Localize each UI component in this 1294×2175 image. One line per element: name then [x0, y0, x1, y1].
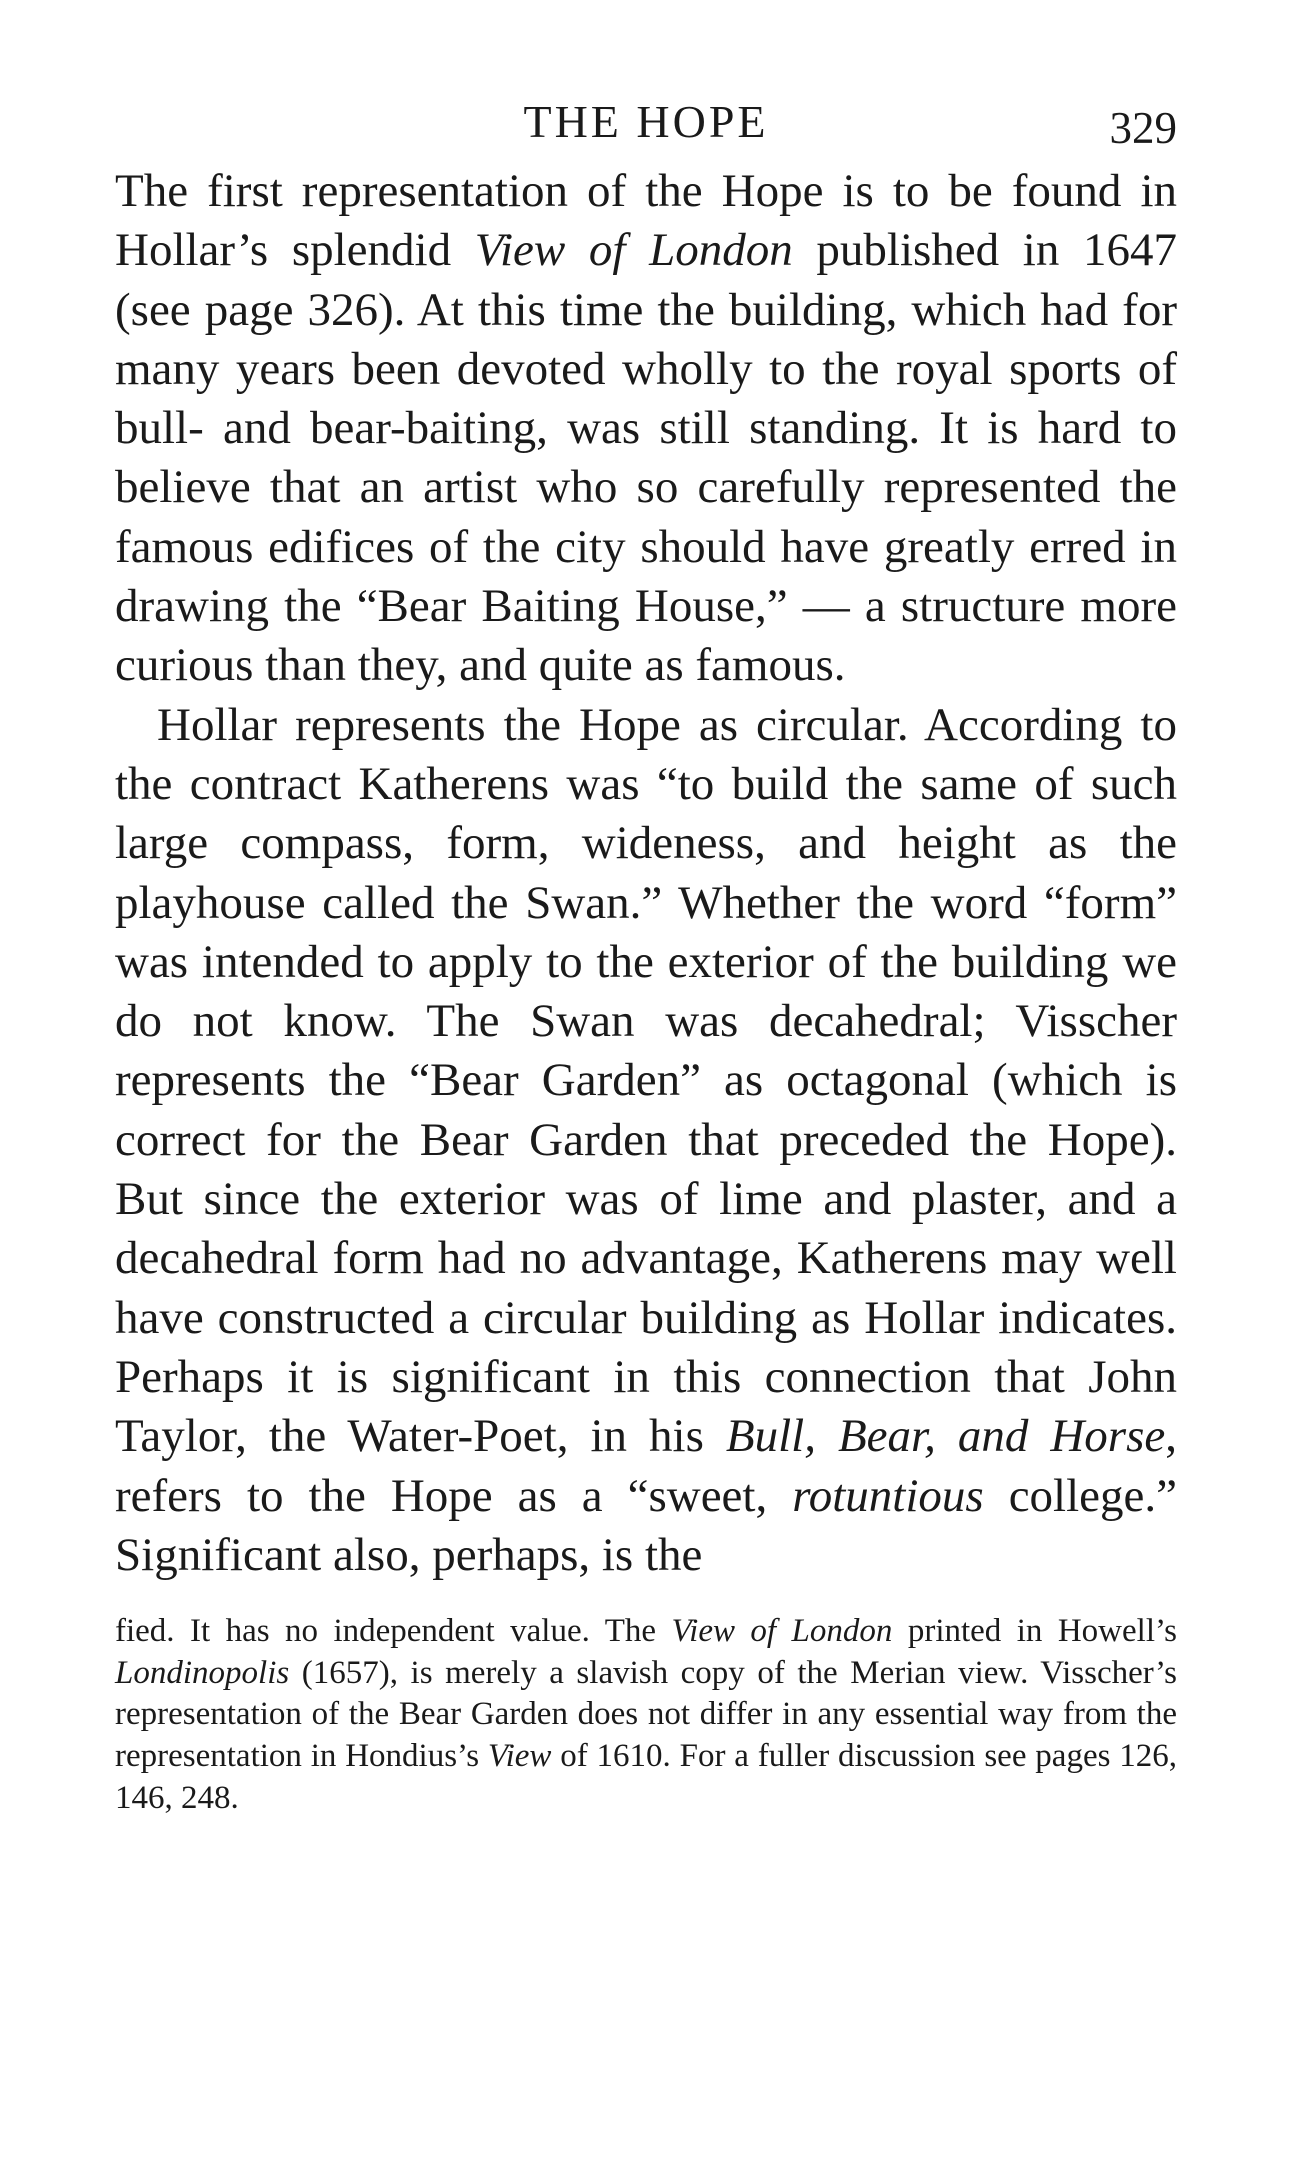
page-number: 329 [1109, 103, 1177, 153]
footnote [115, 1611, 1177, 1819]
footnote-italic-1: View of London [671, 1613, 893, 1650]
paragraph-2-text-c: college.” Significant also, perhaps, is the [115, 1469, 1178, 1581]
paragraph-2-italic-word: rotuntious [792, 1469, 984, 1522]
paragraph-2-text-a: Hollar represents the Hope as circular. According to the contract Katherens was “to build the same of such large compass, form, wideness, and height as the playhouse called the Swan.” Whether the word “form” was intended to apply to the exterior of the building we do not know. The Swan was decahedral; Visscher represents the “Bear Garden” as octagonal (which is correct for the Bear Garden that preceded the Hope). But since the exterior was of lime and plaster, and a decahedral form had no advantage, Katherens may well have constructed a circular building as Hollar indicates. Perhaps it is significant in this connection that John Taylor, the Water-Poet, in his [115, 698, 1177, 1463]
paragraph-1-italic-title: View of London [474, 224, 793, 277]
book-page [115, 92, 1177, 1819]
footnote-italic-2: Londinopolis [115, 1654, 290, 1691]
paragraph-1 [115, 162, 1177, 696]
footnote-italic-3: View [487, 1737, 552, 1774]
paragraph-2 [115, 696, 1177, 1585]
footnote-text-b: printed in Howell’s [892, 1613, 1177, 1650]
paragraph-1-text-b: published in 1647 (see page 326). At this time the building, which had for many years been devoted wholly to the royal sports of bull- and bear-baiting, was still standing. It is hard to believe that an artist who so carefully represented the famous edifices of the city should have greatly erred in drawing the “Bear Baiting House,” — a structure more curious than they, and quite as famous. [115, 224, 1178, 692]
footnote-text-c: (1657), is merely a slavish copy of the Merian view. Visscher’s representation of the Bear Garden does not differ in any essential way from the representation in Hondius’s [115, 1654, 1177, 1774]
running-head [115, 92, 1177, 152]
footnote-paragraph [115, 1611, 1177, 1819]
running-title: THE HOPE [523, 96, 769, 147]
paragraph-2-text-b: , refers to the Hope as a “sweet, [115, 1410, 1177, 1522]
body-text [115, 162, 1177, 1585]
paragraph-2-italic-title: Bull, Bear, and Horse [725, 1410, 1166, 1463]
paragraph-1-text-a: The first representation of the Hope is to be found in Hollar’s splendid [115, 165, 1177, 277]
footnote-text-a: fied. It has no independent value. The [115, 1613, 672, 1650]
footnote-text-d: of 1610. For a fuller discussion see pages 126, 146, 248. [115, 1737, 1177, 1816]
